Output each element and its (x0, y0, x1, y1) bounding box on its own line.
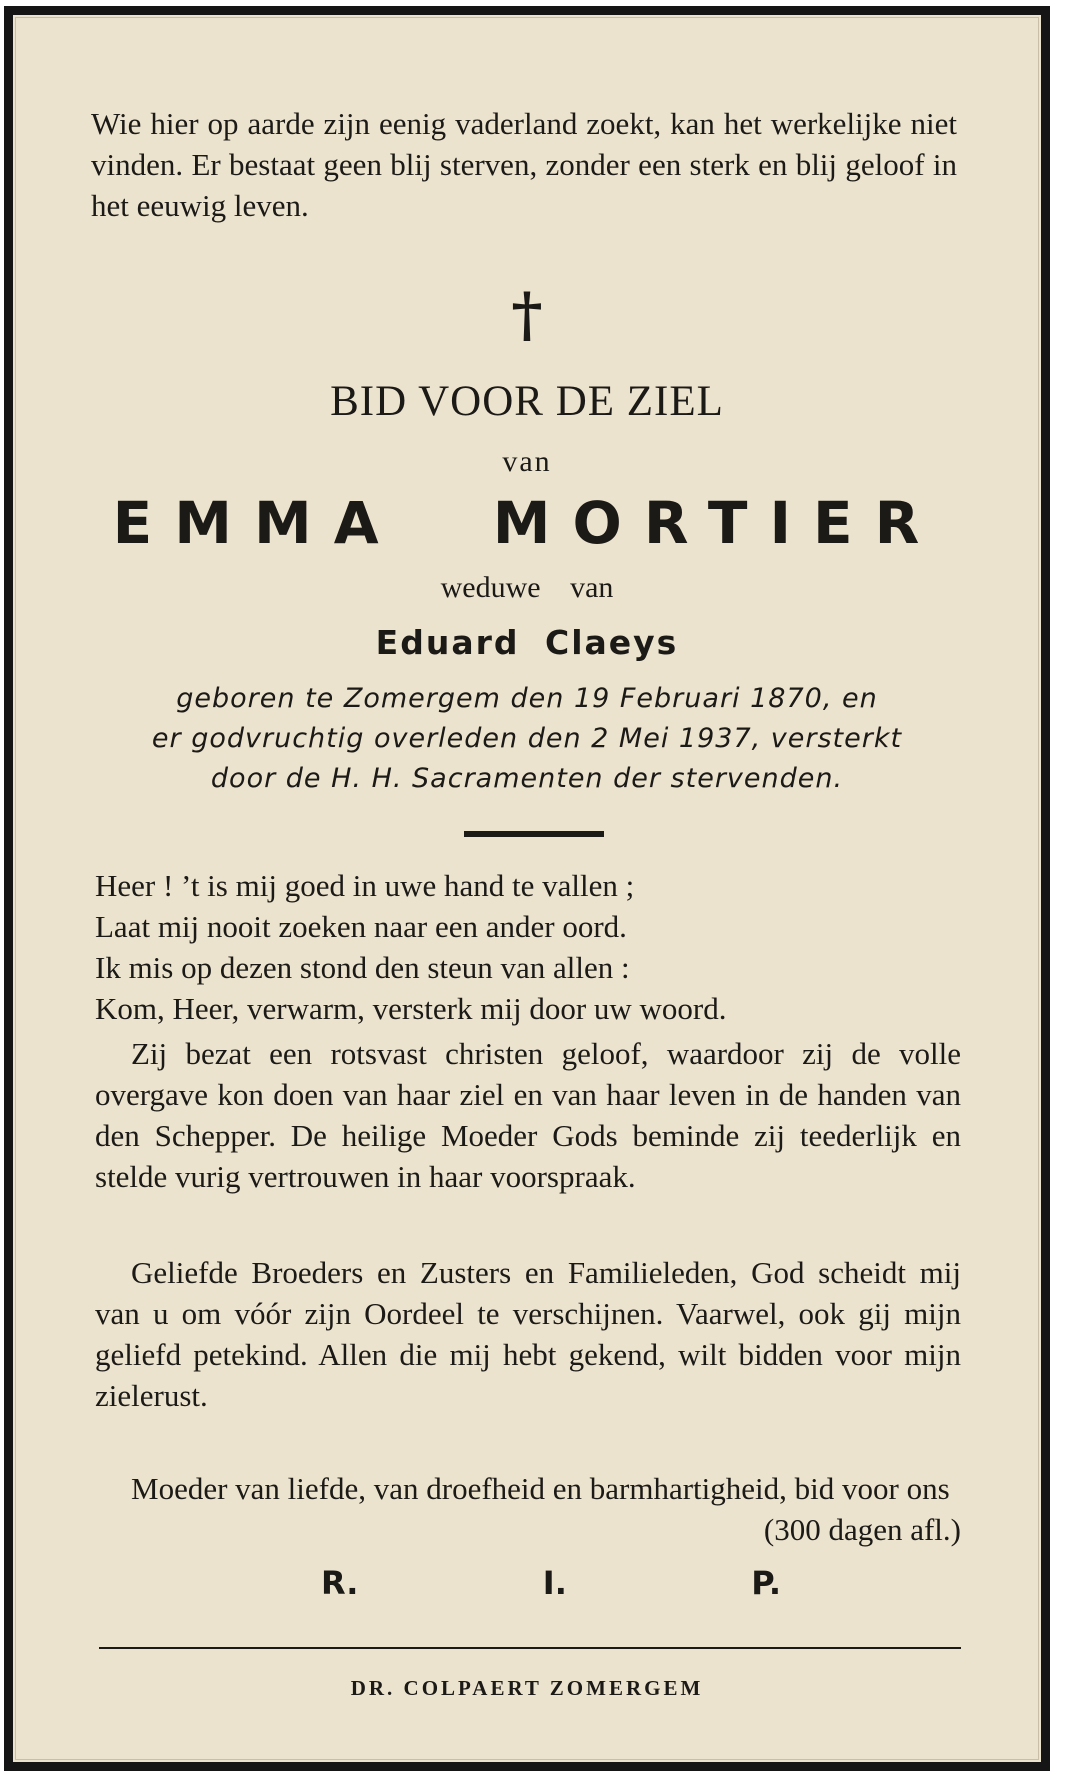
dates-line: door de H. H. Sacramenten der stervenden. (210, 763, 844, 794)
poem-line: Kom, Heer, verwarm, versterk mij door uw woord. (95, 991, 727, 1026)
prayer-heading: BID VOOR DE ZIEL (330, 378, 724, 425)
van-label: van (502, 445, 552, 478)
short-divider (464, 831, 604, 837)
deceased-name: EMMA MORTIER (112, 489, 942, 557)
widow-of-label: weduwe van (440, 571, 614, 604)
paragraph-farewell: Geliefde Broeders en Zusters en Familieleden, God scheidt mij van u om vóór zijn Oordeel te verschijnen. Vaarwel, ook gij mijn geliefd petekind. Allen die mij hebt gekend, wilt bidden voor mijn zielerust. (95, 1255, 961, 1413)
indulgence-note: (300 dagen afl.) (763, 1512, 961, 1547)
memorial-card (4, 6, 1050, 1771)
intro-text: Wie hier op aarde zijn eenig vaderland zoekt, kan het werkelijke niet vinden. Er bestaat geen blij sterven, zonder een sterk en blij geloof in het eeuwig leven. (91, 106, 957, 223)
rip-letter: I. (542, 1564, 567, 1602)
birth-death-details (91, 679, 963, 799)
poem-line: Ik mis op dezen stond den steun van allen : (95, 950, 630, 985)
long-divider (99, 1647, 961, 1649)
poem-line: Laat mij nooit zoeken naar een ander oord. (95, 909, 627, 944)
dates-line: geboren te Zomergem den 19 Februari 1870, en (176, 683, 878, 714)
cross-icon: † (511, 280, 543, 350)
rip-letter: R. (321, 1564, 359, 1602)
poem (95, 865, 961, 1029)
printer-credit: DR. COLPAERT ZOMERGEM (350, 1676, 704, 1700)
husband-name: Eduard Claeys (375, 623, 679, 662)
poem-line: Heer ! ’t is mij goed in uwe hand te vallen ; (95, 868, 635, 903)
paragraph-faith: Zij bezat een rotsvast christen geloof, waardoor zij de volle overgave kon doen van haar ziel en van haar leven in de handen van den Schepper. De heilige Moeder Gods beminde zij teederlijk en stelde vurig vertrouwen in haar voorspraak. (95, 1036, 961, 1194)
rip-letter: P. (751, 1564, 781, 1602)
dates-line: er godvruchtig overleden den 2 Mei 1937, versterkt (151, 723, 903, 754)
paragraph-prayer (95, 1468, 961, 1550)
rip-initials (321, 1564, 781, 1602)
prayer-text: Moeder van liefde, van droefheid en barmhartigheid, bid voor ons (131, 1471, 950, 1506)
